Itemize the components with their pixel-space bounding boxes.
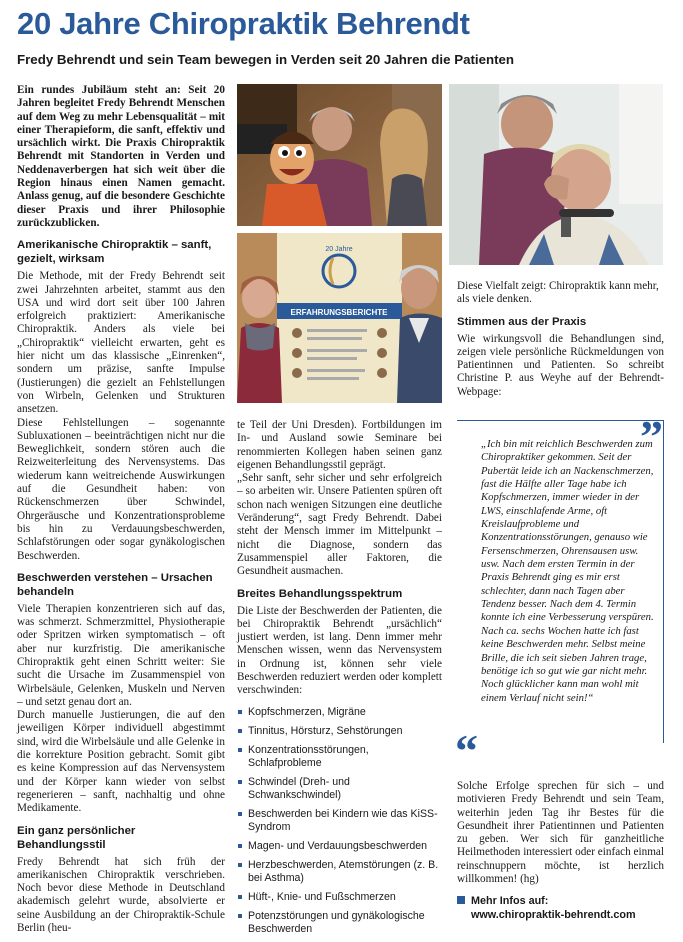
list-item: Magen- und Verdauungsbeschwerden: [237, 840, 442, 853]
paragraph: te Teil der Uni Dresden). Fortbildungen im In- und Ausland sowie Seminare bei renommierten Kollegen haben seinen ganz eigenen Behandlungsstil geprägt.: [237, 419, 442, 471]
square-bullet-icon: [457, 896, 465, 904]
section-heading-testimonials: Stimmen aus der Praxis: [457, 315, 587, 328]
list-item: Kopfschmerzen, Migräne: [237, 706, 442, 719]
article-subtitle: Fredy Behrendt und sein Team bewegen in Verden seit 20 Jahren die Patienten: [17, 52, 515, 67]
list-item: Konzentrationsstörungen, Schlafprobleme: [237, 744, 442, 770]
list-item: Schwindel (Dreh- und Schwankschwindel): [237, 776, 442, 802]
quote-open-icon: “: [455, 725, 478, 776]
photo-anniversary-poster: [237, 233, 442, 403]
paragraph: Wie wirkungsvoll die Behandlungen sind, zeigen viele persönliche Rückmeldungen von Patientinnen und Patienten. So schreibt Christine P. aus Weyhe auf der Behrendt-Webpage:: [457, 332, 664, 398]
photo-puppet-illustration: [237, 84, 442, 226]
section-heading-causes: Beschwerden verstehen – Ursachen behandeln: [17, 571, 213, 598]
poster-banner-text: ERFAHRUNGSBERICHTE: [290, 308, 388, 317]
photo-neck-adjustment: [449, 84, 663, 265]
quote-close-icon: ”: [640, 411, 663, 462]
website-link[interactable]: www.chiropraktik-behrendt.com: [471, 909, 636, 921]
list-item: Herzbeschwerden, Atemstörungen (z. B. bei Asthma): [237, 859, 442, 885]
column-2: [237, 419, 442, 942]
paragraph: Solche Erfolge sprechen für sich – und motivieren Fredy Behrendt und sein Team, weiterhin jeden Tag ihr Bestes für die Gesundheit ihrer Patientinnen und Patienten zu geben. Wer sich für ganzheitliche Heilmethoden interessiert oder einfach einmal reinschnuppern möchte, ist herzlich willkommen! (hg): [457, 780, 664, 886]
closing-paragraph-block: [457, 780, 664, 886]
paragraph: Diese Fehlstellungen – sogenannte Subluxationen – beeinträchtigen nicht nur die Beweglichkeit, sondern stören auch die Reizweiterleitung des Nervensystems. Das wiederum kann weitreichende Auswirkungen auf die Gesundheit haben: von Rückenschmerzen über Schwindel, Ohrgeräusche und Konzentrationsprobleme bis hin zu Verdauungsbeschwerden, Schlafstörungen oder sogar gynäkologischen Beschwerden.: [17, 416, 225, 562]
paragraph: Die Liste der Beschwerden der Patienten, die bei Chiropraktik Behrendt „ursächlich“ justiert werden, ist lang. Denn immer mehr Menschen wissen, wenn das Nervensystem in Ordnung ist, können sehr viele Beschwerden reduziert werden oder komplett verschwinden:: [237, 604, 442, 697]
paragraph: Viele Therapien konzentrieren sich auf das, was schmerzt. Schmerzmittel, Physiotherapie oder Spritzen wirken symptomatisch – oft aber nur kurzfristig. Die amerikanische Chiropraktik geht einen Schritt weiter: Sie sucht die Ursache im Zusammenspiel von Wirbelsäule, Gelenken, Muskeln und Nerven – und setzt genau dort an.: [17, 602, 225, 708]
photo-caption: Diese Vielfalt zeigt: Chiropraktik kann mehr, als viele denken.: [457, 280, 659, 306]
list-item: Hüft-, Knie- und Fußschmerzen: [237, 891, 442, 904]
section-heading-american-chiropractic: Amerikanische Chiropraktik – sanft, gezielt, wirksam: [17, 239, 212, 266]
column-1: [17, 84, 225, 935]
paragraph: Die Methode, mit der Fredy Behrendt seit zwei Jahrzehnten arbeitet, stammt aus den USA und wird dort seit über 100 Jahren erfolgreich praktiziert: Amerikanische Chiropraktik. Anders als viele bei „Chiropraktik“ vielleicht erwarten, geht es hier nicht um das klassische „Einrenken“, sondern um präzise, sanfte Impulse (Justierungen) die gezielt an Fehlstellungen von Wirbeln, Gelenken und Strukturen ansetzen.: [17, 270, 225, 416]
article-title: 20 Jahre Chiropraktik Behrendt: [17, 6, 470, 41]
paragraph: Fredy Behrendt hat sich früh der amerikanischen Chiropraktik verschrieben. Noch bevor diese Methode in Deutschland akademisch gelehrt wurde, absolvierte er seine Ausbildung an der Chiropraktik-Schule Berlin (heu-: [17, 855, 225, 935]
poster-logo-text: 20 Jahre: [325, 246, 353, 253]
more-info: [457, 894, 667, 922]
intro-paragraph: Ein rundes Jubiläum steht an: Seit 20 Jahren begleitet Fredy Behrendt Menschen auf dem Weg zu mehr Lebensqualität – mit einer Therapieform, die sanft, effektiv und ursächlich wirkt. Die Praxis Chiropraktik Behrendt mit Standorten in Verden und Neddenaverbergen hat sich weit über die Region hinaus einen Namen gemacht. Anlass genug, auf die besondere Geschichte dieser Praxis und ihrer Philosophie zurückzublicken.: [17, 84, 225, 229]
list-item: Potenzstörungen und gynäkologische Beschwerden: [237, 910, 442, 936]
testimonial-quote: „Ich bin mit reichlich Beschwerden zum Chiropraktiker gekommen. Seit der Pubertät leide ich an Nackenschmerzen, fast die Hälfte aller Tage habe ich Kopfschmerzen, immer wieder in der LWS, einschlafende Arme, oft Kreislaufprobleme und Konzentrationsstörungen, genauso wie Fersenschmerzen, Ohrensausen usw. usw. Nach dem ersten Termin in der Praxis Behrendt ging es mir erst schlechter, dann nach Tagen aber Tendenz besser. Nach dem 4. Termin konnte ich eine Verbesserung verspüren. Nach ca. sechs Wochen hatte ich fast keine Beschwerden mehr. Selbst meine Brille, die ich seit sieben Jahren trage, benötige ich so gut wie gar nicht mehr. Noch glücklicher kann man wohl mit einem Verlauf nicht sein!“: [481, 438, 654, 704]
photo-puppet-demonstration: [237, 84, 442, 226]
section-heading-treatment-spectrum: Breites Behandlungsspektrum: [237, 587, 403, 600]
photo-adjustment-illustration: [449, 84, 663, 265]
symptom-list: [237, 706, 442, 936]
column-3: [457, 280, 664, 399]
list-item: Tinnitus, Hörsturz, Sehstörungen: [237, 725, 442, 738]
paragraph: „Sehr sanft, sehr sicher und sehr erfolgreich – so arbeiten wir. Unsere Patienten spüren oft schon nach wenigen Sitzungen eine deutliche Veränderung“, sagt Fredy Behrendt. Dabei steht der Mensch immer im Mittelpunkt – nicht die Diagnose, sondern das Zusammenspiel aller Faktoren, die Gesundheit ausmachen.: [237, 472, 442, 578]
section-heading-treatment-style: Ein ganz persönlicher Behandlungsstil: [17, 824, 136, 851]
more-info-label: Mehr Infos auf:: [471, 895, 549, 907]
paragraph: Durch manuelle Justierungen, die auf den jeweiligen Körper individuell abgestimmt sind, wird die Wirbelsäule und alle Gelenke in die korrekture Position gebracht. Somit gibt es keine Kompression auf das Nervensystem und der Körper kann wieder von selbst regenerieren – sanft, nachhaltig und ohne Medikamente.: [17, 709, 225, 815]
photo-poster-illustration: [237, 233, 442, 403]
list-item: Beschwerden bei Kindern wie das KiSS-Syndrom: [237, 808, 442, 834]
